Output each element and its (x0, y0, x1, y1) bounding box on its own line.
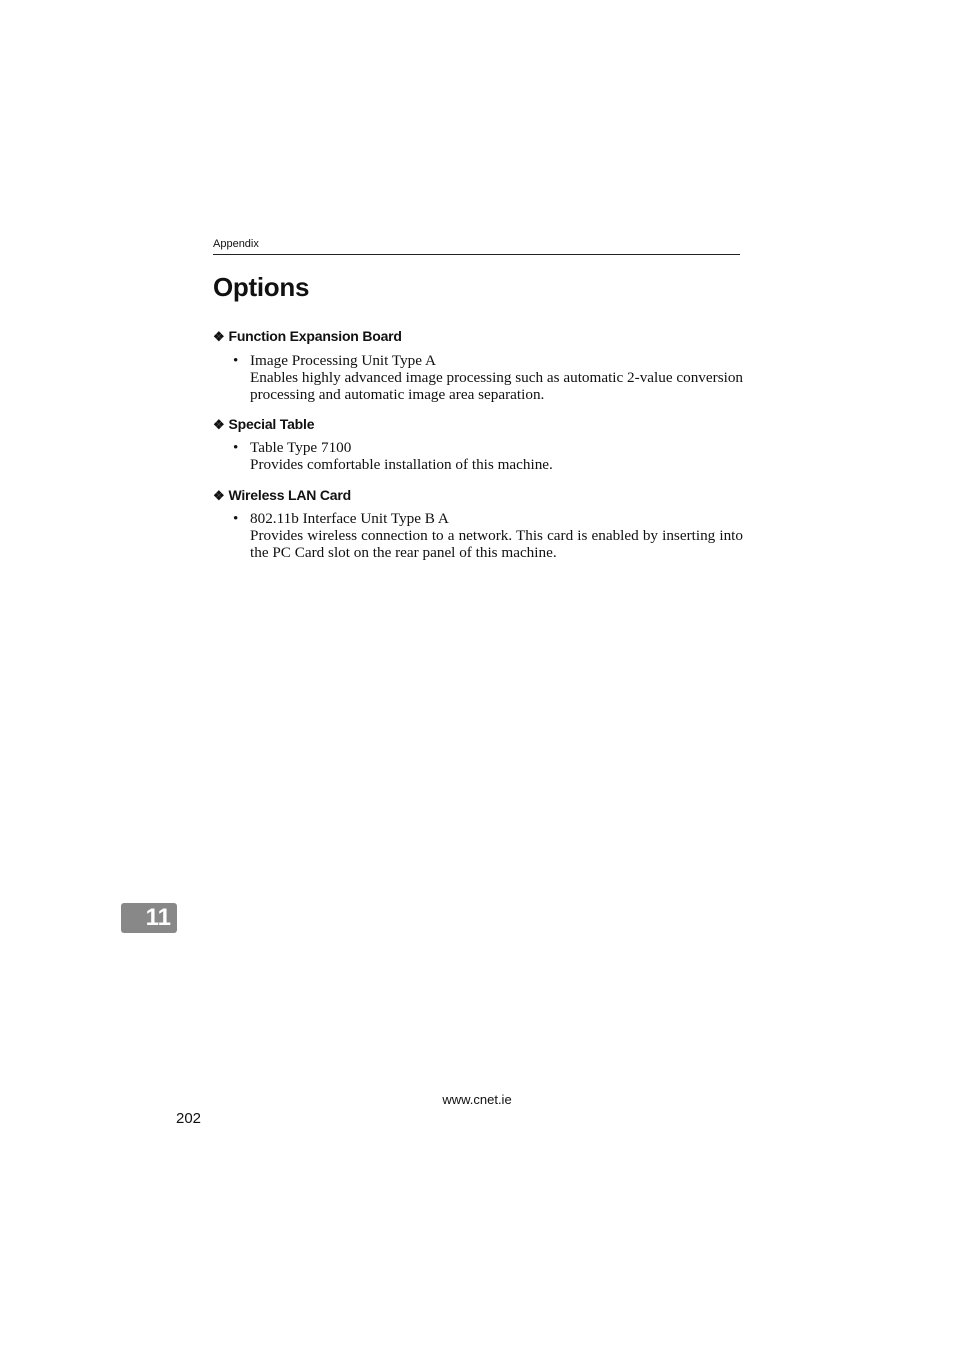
list-item (233, 352, 743, 403)
bullet-icon: • (233, 510, 239, 527)
diamond-icon: ❖ (213, 488, 225, 503)
list-item (233, 439, 743, 473)
bullet-icon: • (233, 352, 239, 369)
item-name: 802.11b Interface Unit Type B A (250, 510, 449, 527)
running-header: Appendix (213, 238, 259, 250)
section-heading-function-expansion-board (213, 327, 402, 346)
item-name: Table Type 7100 (250, 439, 352, 456)
section-heading-wireless-lan-card (213, 486, 351, 505)
diamond-icon: ❖ (213, 417, 225, 432)
item-list-function-expansion-board (233, 352, 743, 403)
page-title: Options (213, 272, 310, 302)
item-list-special-table (233, 439, 743, 473)
item-list-wireless-lan-card (233, 510, 743, 561)
diamond-icon: ❖ (213, 329, 225, 344)
section-heading-label: Wireless LAN Card (228, 487, 351, 503)
section-heading-special-table (213, 415, 314, 434)
page-number: 202 (176, 1110, 202, 1127)
bullet-icon: • (233, 439, 239, 456)
chapter-number: 11 (145, 904, 171, 931)
item-name: Image Processing Unit Type A (250, 352, 436, 369)
section-heading-label: Special Table (228, 416, 315, 432)
chapter-tab (121, 903, 177, 933)
list-item (233, 510, 743, 561)
item-description: Provides wireless connection to a network. This card is enabled by inserting into the PC Card slot on the rear panel of this machine. (250, 527, 743, 561)
header-rule (213, 254, 740, 255)
footer-url: www.cnet.ie (442, 1092, 512, 1107)
item-description: Provides comfortable installation of this machine. (250, 456, 553, 473)
section-heading-label: Function Expansion Board (228, 328, 402, 344)
item-description: Enables highly advanced image processing such as automatic 2-value conversion processing and automatic image area separation. (250, 369, 744, 403)
